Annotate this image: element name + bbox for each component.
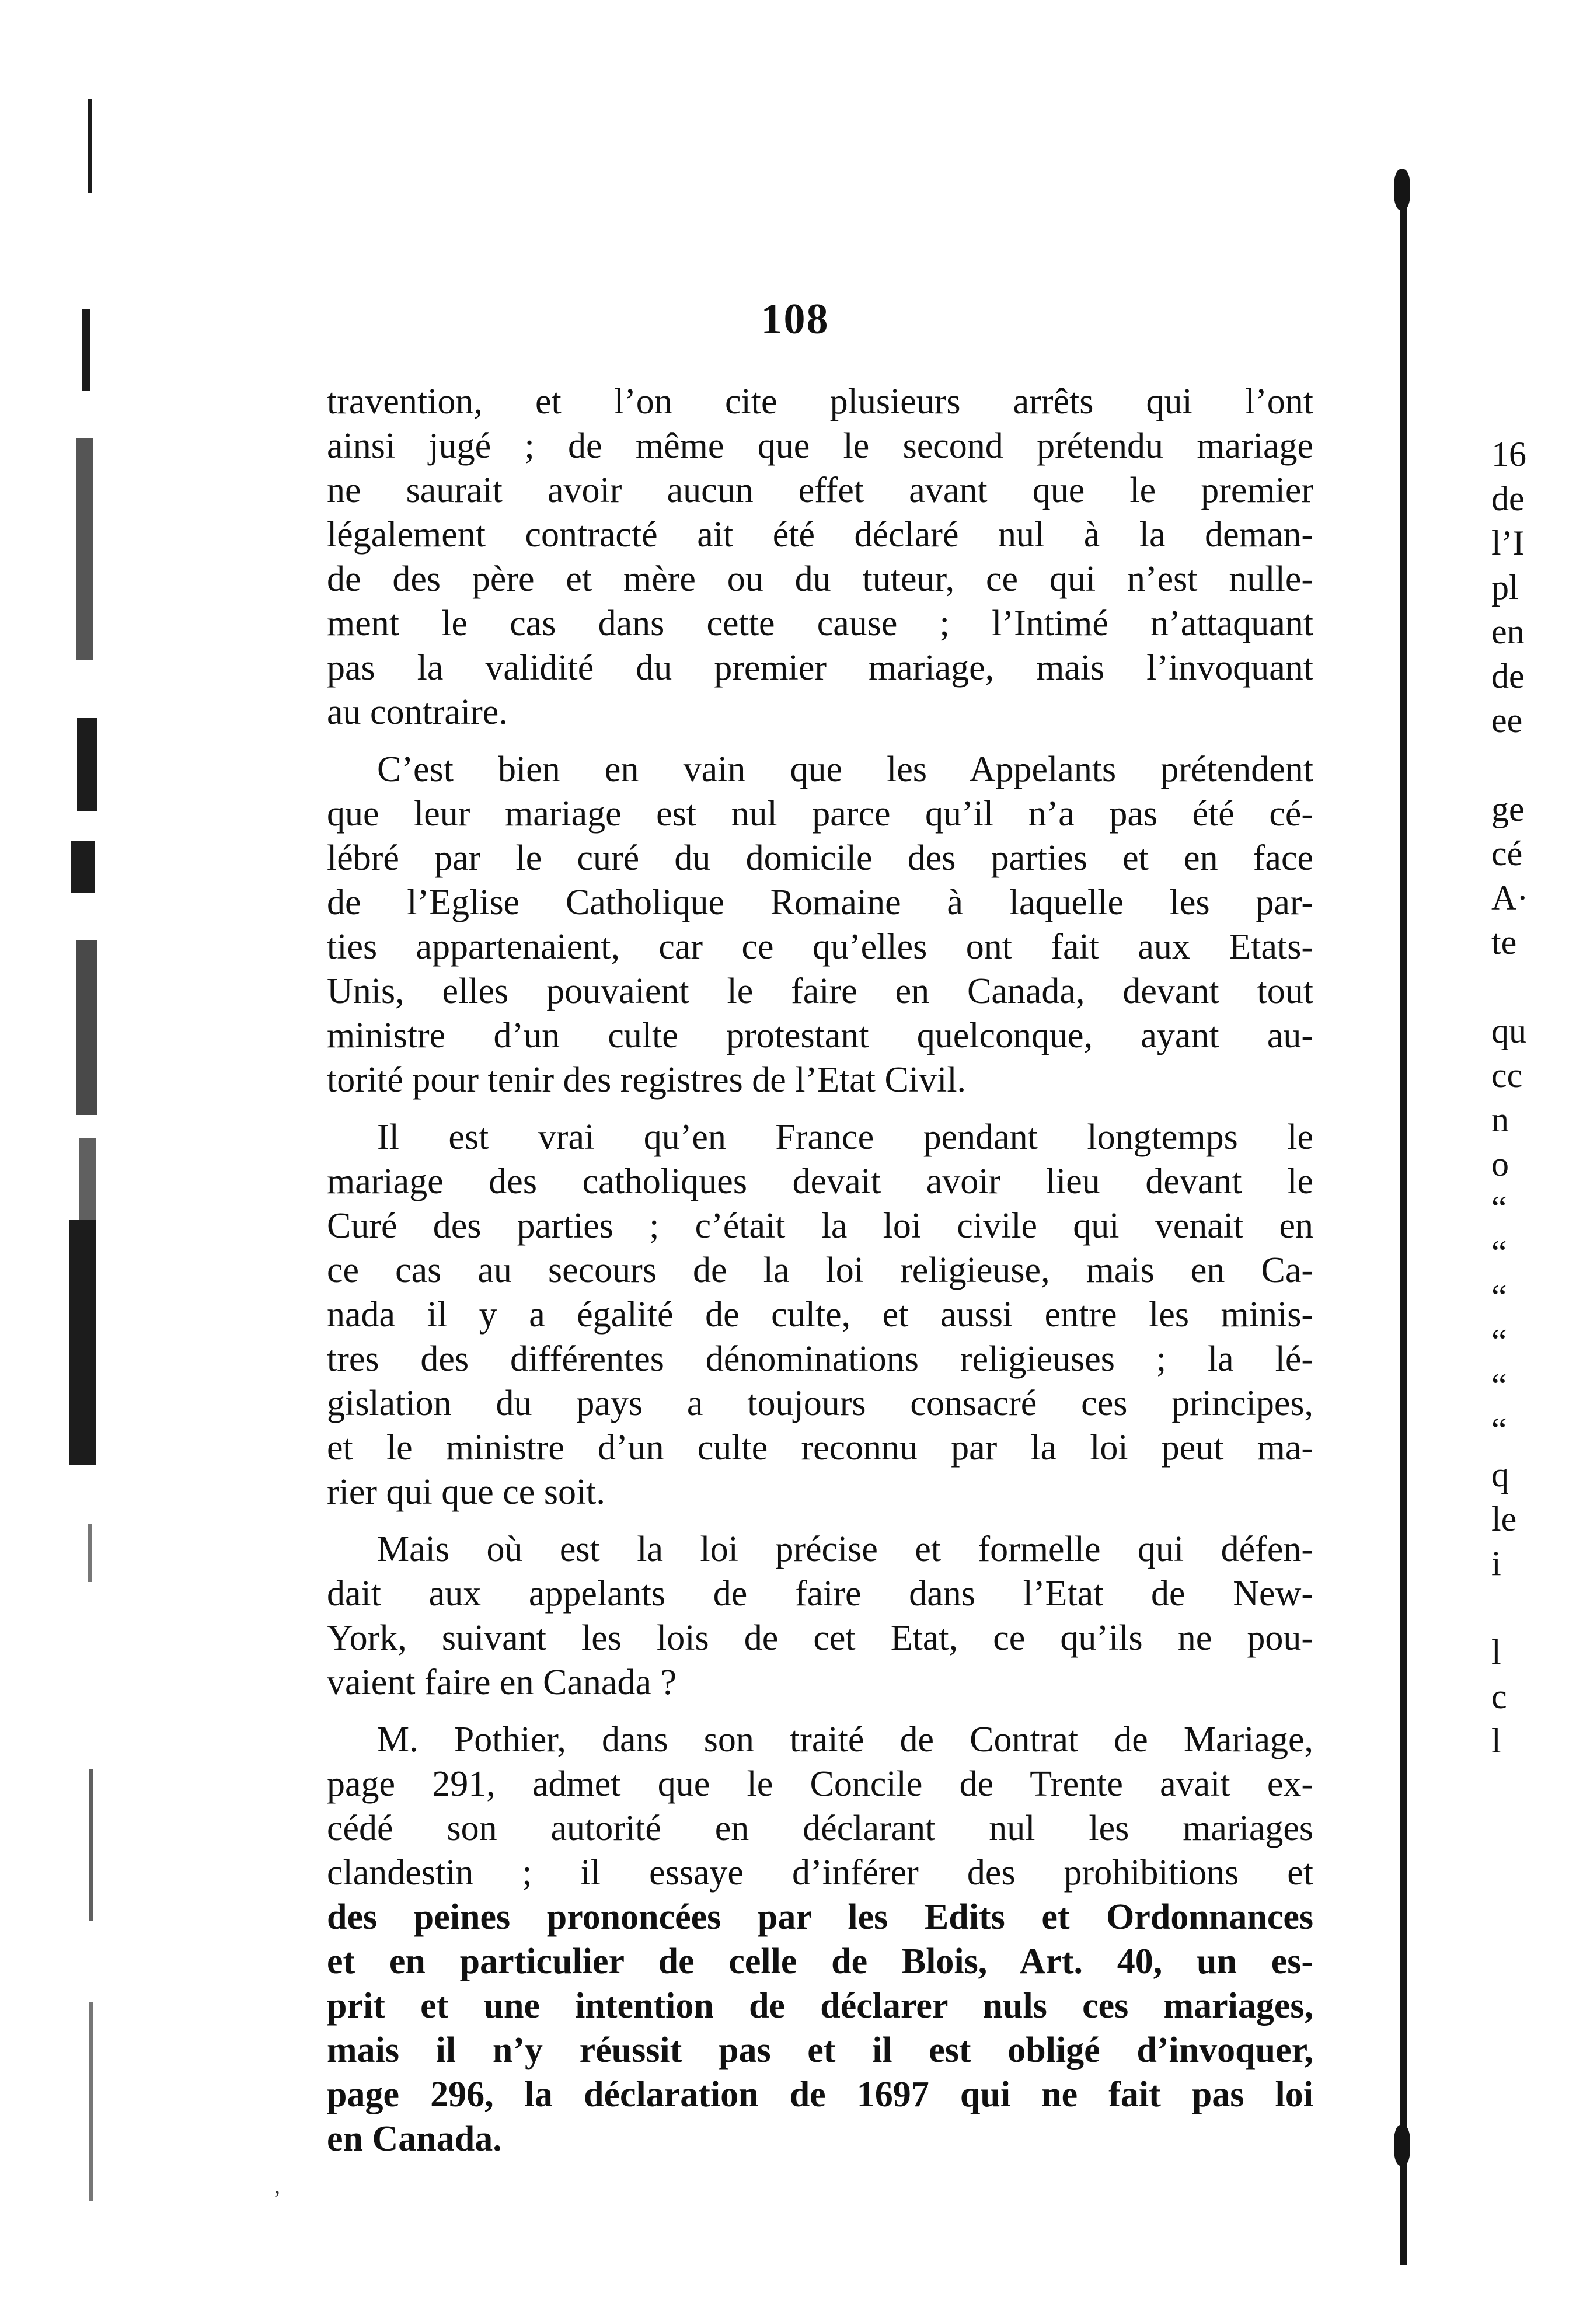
- facing-page-fragment: c: [1491, 1677, 1507, 1716]
- facing-page-fragment: A·: [1491, 879, 1529, 917]
- paragraph: [327, 379, 1313, 734]
- text-line: légalement contracté ait été déclaré nul à la deman-: [327, 515, 1313, 555]
- page-fold-line: [1400, 187, 1407, 2265]
- text-line: travention, et l’on cite plusieurs arrêts qui l’ont: [327, 382, 1313, 421]
- facing-page-fragment: ee: [1491, 701, 1523, 740]
- text-line: ce cas au secours de la loi religieuse, mais en Ca-: [327, 1250, 1313, 1290]
- text-line: ties appartenaient, car ce qu’elles ont fait aux Etats-: [327, 927, 1313, 967]
- text-line: gislation du pays a toujours consacré ces principes,: [327, 1384, 1313, 1423]
- text-line: tres des différentes dénominations religieuses ; la lé-: [327, 1339, 1313, 1379]
- text-line: C’est bien en vain que les Appelants prétendent: [377, 750, 1313, 789]
- text-line: au contraire.: [327, 692, 508, 732]
- text-line: et en particulier de celle de Blois, Art. 40, un es-: [327, 1942, 1313, 1981]
- facing-page-fragment: te: [1491, 923, 1517, 961]
- paragraph: [327, 1717, 1313, 2161]
- text-line: Mais où est la loi précise et formelle qui défen-: [377, 1529, 1313, 1569]
- text-line: York, suivant les lois de cet Etat, ce qu’ils ne pou-: [327, 1618, 1313, 1658]
- text-line: ment le cas dans cette cause ; l’Intimé n’attaquant: [327, 604, 1313, 643]
- facing-page-fragment: o: [1491, 1145, 1509, 1183]
- text-line: vaient faire en Canada ?: [327, 1663, 677, 1702]
- facing-page-fragments: [1491, 432, 1585, 1763]
- facing-page-fragment: ge: [1491, 790, 1525, 828]
- facing-page-fragment: [1491, 743, 1585, 787]
- facing-page-fragment: qu: [1491, 1012, 1526, 1050]
- facing-page-fragment: n: [1491, 1100, 1509, 1139]
- page-number: 108: [761, 295, 829, 343]
- facing-page-fragment: le: [1491, 1500, 1517, 1538]
- facing-page-fragment: cc: [1491, 1056, 1523, 1095]
- text-line: mariage des catholiques devait avoir lieu devant le: [327, 1162, 1313, 1201]
- text-line: ministre d’un culte protestant quelconque, ayant au-: [327, 1016, 1313, 1055]
- paragraph-gap: [327, 734, 1313, 747]
- paragraph: [327, 1115, 1313, 1514]
- facing-page-fragment: i: [1491, 1544, 1501, 1583]
- stray-ink-mark: ,: [274, 2172, 280, 2198]
- text-line: lébré par le curé du domicile des parties et en face: [327, 838, 1313, 878]
- facing-page-fragment: pl: [1491, 568, 1519, 607]
- page-fold-top: [1394, 169, 1410, 210]
- text-line: nada il y a égalité de culte, et aussi entre les minis-: [327, 1295, 1313, 1335]
- text-line: cédé son autorité en déclarant nul les mariages: [327, 1809, 1313, 1848]
- paragraph: [327, 747, 1313, 1102]
- text-line: torité pour tenir des registres de l’Etat Civil.: [327, 1060, 967, 1100]
- text-line: rier qui que ce soit.: [327, 1472, 605, 1512]
- facing-page-fragment: “: [1491, 1278, 1507, 1316]
- facing-page-fragment: l’I: [1491, 524, 1525, 562]
- facing-page-fragment: q: [1491, 1455, 1509, 1494]
- text-line: mais il n’y réussit pas et il est obligé d’invoquer,: [327, 2030, 1313, 2070]
- text-line: pas la validité du premier mariage, mais l’invoquant: [327, 648, 1313, 688]
- text-line: en Canada.: [327, 2119, 502, 2159]
- text-line: de l’Eglise Catholique Romaine à laquelle les par-: [327, 883, 1313, 922]
- facing-page-fragment: l: [1491, 1722, 1501, 1760]
- text-line: M. Pothier, dans son traité de Contrat de Mariage,: [377, 1720, 1313, 1759]
- facing-page-fragment: de: [1491, 657, 1525, 695]
- text-line: Unis, elles pouvaient le faire en Canada, devant tout: [327, 971, 1313, 1011]
- facing-page-fragment: “: [1491, 1189, 1507, 1228]
- facing-page-fragment: [1491, 964, 1585, 1009]
- paragraph-gap: [327, 1514, 1313, 1527]
- text-line: ne saurait avoir aucun effet avant que le premier: [327, 471, 1313, 510]
- facing-page-fragment: de: [1491, 479, 1525, 518]
- paragraph-gap: [327, 1705, 1313, 1717]
- facing-page-fragment: [1491, 1586, 1585, 1630]
- text-line: ainsi jugé ; de même que le second prétendu mariage: [327, 426, 1313, 466]
- facing-page-fragment: en: [1491, 612, 1525, 651]
- facing-page-fragment: “: [1491, 1411, 1507, 1450]
- paragraph: [327, 1527, 1313, 1705]
- text-line: de des père et mère ou du tuteur, ce qui n’est nulle-: [327, 559, 1313, 599]
- text-line: Curé des parties ; c’était la loi civile qui venait en: [327, 1206, 1313, 1246]
- facing-page-fragment: “: [1491, 1322, 1507, 1361]
- text-line: prit et une intention de déclarer nuls ces mariages,: [327, 1986, 1313, 2026]
- paragraph-gap: [327, 1102, 1313, 1115]
- text-line: des peines prononcées par les Edits et Ordonnances: [327, 1897, 1313, 1937]
- left-binding-edge: [35, 76, 105, 2265]
- text-line: que leur mariage est nul parce qu’il n’a pas été cé-: [327, 794, 1313, 834]
- facing-page-fragment: “: [1491, 1234, 1507, 1272]
- facing-page-fragment: “: [1491, 1367, 1507, 1405]
- facing-page-fragment: cé: [1491, 834, 1523, 873]
- facing-page-fragment: l: [1491, 1633, 1501, 1671]
- text-line: page 296, la déclaration de 1697 qui ne fait pas loi: [327, 2075, 1313, 2114]
- facing-page-fragment: 16: [1491, 435, 1526, 473]
- text-line: page 291, admet que le Concile de Trente avait ex-: [327, 1764, 1313, 1804]
- text-line: dait aux appelants de faire dans l’Etat de New-: [327, 1574, 1313, 1614]
- text-line: Il est vrai qu’en France pendant longtemps le: [377, 1117, 1313, 1157]
- body-text: [327, 379, 1313, 2161]
- page-fold-clasp: [1394, 2125, 1410, 2166]
- text-line: et le ministre d’un culte reconnu par la loi peut ma-: [327, 1428, 1313, 1468]
- text-line: clandestin ; il essaye d’inférer des prohibitions et: [327, 1853, 1313, 1893]
